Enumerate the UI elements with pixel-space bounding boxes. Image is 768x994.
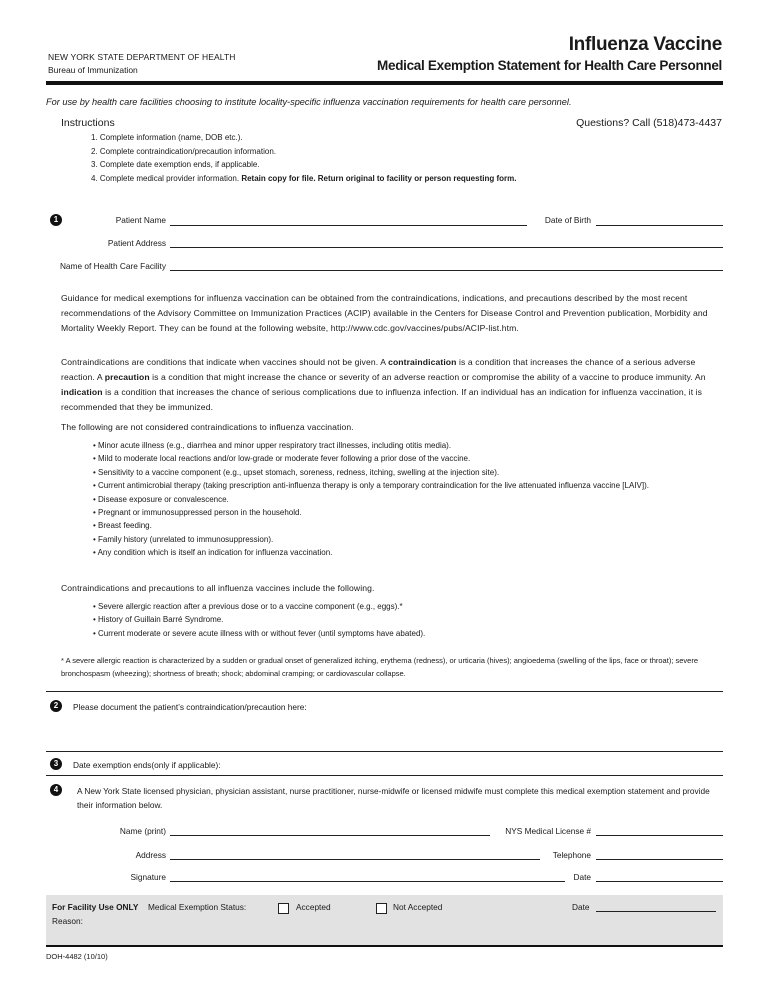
signature-date-label: Date [573, 872, 591, 882]
instruction-steps [91, 131, 516, 185]
section-divider [46, 691, 723, 692]
not-accepted-label: Not Accepted [393, 902, 443, 912]
questions-phone: Questions? Call (518)473-4437 [576, 117, 722, 129]
facility-date-label: Date [572, 902, 590, 912]
list-item: • Minor acute illness (e.g., diarrhea and minor upper respiratory tract illnesses, including otitis media). [93, 441, 452, 450]
patient-name-field[interactable] [170, 225, 527, 226]
license-label: NYS Medical License # [505, 826, 591, 836]
instructions-heading: Instructions [61, 117, 115, 129]
form-title: Influenza Vaccine [568, 34, 722, 55]
list-item: • Severe allergic reaction after a previous dose or to a vaccine component (e.g., eggs).* [93, 602, 403, 611]
section-1-badge: 1 [50, 214, 62, 226]
contraindication-prompt: Please document the patient’s contraindication/precaution here: [73, 702, 307, 712]
provider-name-field[interactable] [170, 835, 490, 836]
footer-rule [46, 945, 723, 947]
accepted-label: Accepted [296, 902, 331, 912]
header-rule [46, 81, 723, 85]
facility-date-field[interactable] [596, 911, 716, 912]
form-subtitle: Medical Exemption Statement for Health Care Personnel [377, 58, 722, 73]
patient-address-field[interactable] [170, 247, 723, 248]
instruction-step: 3. Complete date exemption ends, if applicable. [91, 160, 260, 169]
instruction-step: 4. Complete medical provider information. Retain copy for file. Return original to facility or person requesting form. [91, 173, 517, 183]
provider-address-field[interactable] [170, 859, 540, 860]
dob-label: Date of Birth [544, 215, 591, 225]
exemption-status-label: Medical Exemption Status: [148, 902, 247, 912]
guidance-paragraph: Guidance for medical exemptions for influenza vaccination can be obtained from the contraindications, indications, and precautions described by the most recent recommendations of the Advisory Committee on Immunization Practices (ACIP) available in the Centers for Disease Control and Prevention publication, Morbidity and Mortality Weekly Report. They can be found at the following website, http://www.cdc.gov/vaccines/pubs/ACIP-list.htm. [61, 293, 708, 333]
list-item: • Sensitivity to a vaccine component (e.g., upset stomach, soreness, redness, itching, swelling at the injection site). [93, 467, 500, 477]
list-item: • Current antimicrobial therapy (taking prescription anti-influenza therapy is only a temporary contraindication for the live attenuated influenza vaccine [LAIV]). [93, 481, 649, 491]
list-item: • Current moderate or severe acute illness with or without fever (until symptoms have abated). [93, 628, 426, 638]
facility-name-label: Name of Health Care Facility [59, 261, 166, 271]
accepted-checkbox[interactable] [278, 903, 289, 914]
section-divider [46, 775, 723, 776]
provider-instructions: A New York State licensed physician, physician assistant, nurse practitioner, nurse-midwife or licensed midwife must complete this medical exemption statement and provide their information below. [77, 786, 710, 810]
allergic-reaction-footnote: * A severe allergic reaction is characterized by a sudden or gradual onset of generalized itching, erythema (redness), or urticaria (hives); angioedema (swelling of the lips, face or throat); severe bronchospasm (wheezing); shortness of breath; shock; abdominal cramping; or cardiovascular collapse. [61, 656, 698, 678]
telephone-label: Telephone [552, 850, 591, 860]
all-vaccines-list [93, 600, 713, 640]
facility-use-label: For Facility Use ONLY [52, 902, 139, 912]
provider-name-label: Name (print) [119, 826, 166, 836]
list-item: • Disease exposure or convalescence. [93, 494, 229, 504]
list-item: • Pregnant or immunosuppressed person in the household. [93, 508, 302, 518]
signature-date-field[interactable] [596, 881, 723, 882]
contraindication-field[interactable] [73, 716, 723, 748]
facility-name-field[interactable] [170, 270, 723, 271]
instruction-step: 2. Complete contraindication/precaution information. [91, 146, 276, 156]
exemption-end-field[interactable] [245, 757, 445, 771]
instruction-step: 1. Complete information (name, DOB etc.). [91, 133, 243, 142]
all-vaccines-heading: Contraindications and precautions to all influenza vaccines include the following. [61, 583, 375, 593]
not-accepted-checkbox[interactable] [376, 903, 387, 914]
department-name: NEW YORK STATE DEPARTMENT OF HEALTH [48, 52, 236, 62]
reason-label: Reason: [52, 916, 83, 926]
section-4-badge: 4 [50, 784, 62, 796]
signature-label: Signature [130, 872, 166, 882]
telephone-field[interactable] [596, 859, 723, 860]
signature-field[interactable] [170, 881, 565, 882]
list-item: • Any condition which is itself an indication for influenza vaccination. [93, 548, 333, 558]
patient-name-label: Patient Name [115, 215, 166, 225]
provider-address-label: Address [135, 850, 166, 860]
list-item: • Breast feeding. [93, 521, 152, 531]
bureau-name: Bureau of Immunization [48, 65, 138, 75]
section-divider [46, 751, 723, 752]
retain-copy-note: Retain copy for file. Return original to facility or person requesting form. [241, 173, 517, 183]
list-item: • Mild to moderate local reactions and/or low-grade or moderate fever following a prior dose of the vaccine. [93, 454, 471, 464]
not-contraindications-heading: The following are not considered contraindications to influenza vaccination. [61, 422, 354, 432]
definitions-paragraph: Contraindications are conditions that indicate when vaccines should not be given. A contraindication is a condition that increases the chance of a serious adverse reaction. A precaution is a condition that might increase the chance or severity of an adverse reaction or compromise the ability of a vaccine to produce immunity. An indication is a condition that increases the chance of serious complications due to influenza infection. If an individual has an indication for influenza vaccination, it is recommended that they be immunized. [61, 357, 706, 412]
dob-field[interactable] [596, 225, 723, 226]
section-2-badge: 2 [50, 700, 62, 712]
form-number: DOH-4482 (10/10) [46, 952, 108, 961]
patient-address-label: Patient Address [107, 238, 166, 248]
not-contraindications-list [93, 439, 713, 560]
exemption-end-label: Date exemption ends(only if applicable): [73, 760, 221, 770]
section-3-badge: 3 [50, 758, 62, 770]
intro-text: For use by health care facilities choosing to institute locality-specific influenza vaccination requirements for health care personnel. [46, 97, 572, 107]
list-item: • Family history (unrelated to immunosuppression). [93, 534, 274, 544]
list-item: • History of Guillain Barré Syndrome. [93, 615, 224, 625]
license-field[interactable] [596, 835, 723, 836]
